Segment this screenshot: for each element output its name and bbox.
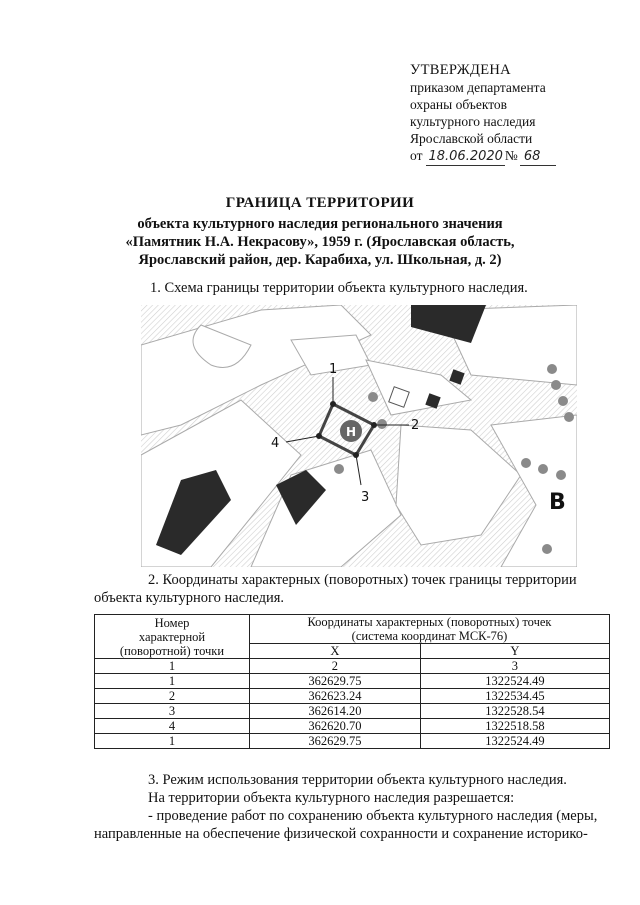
table-cell: 362614.20 <box>250 704 421 719</box>
table-cell: 1322534.45 <box>420 689 609 704</box>
table-row <box>95 719 610 734</box>
table-cell: 362629.75 <box>250 674 421 689</box>
tree <box>556 470 566 480</box>
tree <box>377 419 387 429</box>
table-row <box>95 734 610 749</box>
table-cell: 3 <box>95 704 250 719</box>
subtitle-line: «Памятник Н.А. Некрасову», 1959 г. (Ярославская область, <box>125 234 515 250</box>
document-subtitle <box>60 215 580 269</box>
tree <box>558 396 568 406</box>
header-line: (поворотной) точки <box>119 643 225 658</box>
table-cell: 1 <box>95 659 250 674</box>
boundary-map <box>141 305 577 567</box>
point-label: 4 <box>271 436 280 451</box>
table-cell: 362623.24 <box>250 689 421 704</box>
table-row <box>95 689 610 704</box>
section3-line: - проведение работ по сохранению объекта культурного наследия (меры, <box>148 808 598 824</box>
section2-heading-line1: 2. Координаты характерных (поворотных) точек границы территории <box>148 572 577 588</box>
document-title: ГРАНИЦА ТЕРРИТОРИИ <box>225 195 415 211</box>
table-row <box>95 704 610 719</box>
tree <box>521 458 531 468</box>
table-cell: 1 <box>95 734 250 749</box>
tree <box>542 544 552 554</box>
section2-heading-line2: объекта культурного наследия. <box>94 590 285 606</box>
table-cell: 1 <box>95 674 250 689</box>
table-cell: 1322524.49 <box>420 734 609 749</box>
tree <box>564 412 574 422</box>
table-header-row <box>95 615 610 644</box>
table-cell: 1322524.49 <box>420 674 609 689</box>
approval-line: охраны объектов <box>410 97 508 112</box>
section3-line: направленные на обеспечение физической сохранности и сохранение историко- <box>94 826 588 842</box>
table-row <box>95 674 610 689</box>
section1-heading: 1. Схема границы территории объекта культурного наследия. <box>150 280 528 296</box>
subtitle-line: Ярославский район, дер. Карабиха, ул. Школьная, д. 2) <box>138 252 502 268</box>
table-header-y: Y <box>420 644 609 659</box>
table-header-coordinates <box>250 615 610 644</box>
point-label: 2 <box>411 418 420 433</box>
table-cell: 1322518.58 <box>420 719 609 734</box>
tree <box>547 364 557 374</box>
table-header-x: X <box>250 644 421 659</box>
table-cell: 2 <box>250 659 421 674</box>
point-label: 1 <box>329 362 338 377</box>
coordinates-table <box>94 614 610 749</box>
header-line: характерной <box>138 629 206 644</box>
zone-letter: В <box>549 490 566 515</box>
table-cell: 1322528.54 <box>420 704 609 719</box>
table-cell: 3 <box>420 659 609 674</box>
header-line: Координаты характерных (поворотных) точек <box>307 615 552 629</box>
subtitle-line: объекта культурного наследия регионального значения <box>137 216 503 232</box>
table-index-row <box>95 659 610 674</box>
tree <box>551 380 561 390</box>
approval-number: 68 <box>520 148 557 166</box>
date-prefix: от <box>410 148 423 163</box>
monument-marker-label: Н <box>345 425 357 439</box>
table-cell: 362620.70 <box>250 719 421 734</box>
number-label: № <box>504 148 518 163</box>
approval-line: приказом департамента <box>410 80 546 95</box>
approval-block <box>410 62 610 166</box>
section3-heading: 3. Режим использования территории объекта культурного наследия. <box>148 772 567 788</box>
table-cell: 2 <box>95 689 250 704</box>
approval-date: 18.06.2020 <box>428 149 503 164</box>
header-line: Номер <box>154 615 190 630</box>
tree <box>334 464 344 474</box>
approval-heading: УТВЕРЖДЕНА <box>410 62 511 78</box>
tree <box>538 464 548 474</box>
tree <box>368 392 378 402</box>
approval-line: культурного наследия <box>410 114 536 129</box>
table-cell: 362629.75 <box>250 734 421 749</box>
approval-date-line <box>410 147 610 166</box>
table-cell: 4 <box>95 719 250 734</box>
point-label: 3 <box>361 490 370 505</box>
approval-line: Ярославской области <box>410 131 533 146</box>
header-line: (система координат МСК-76) <box>351 629 508 643</box>
section3-line: На территории объекта культурного наследия разрешается: <box>148 790 515 806</box>
table-header-point-number <box>95 615 250 659</box>
